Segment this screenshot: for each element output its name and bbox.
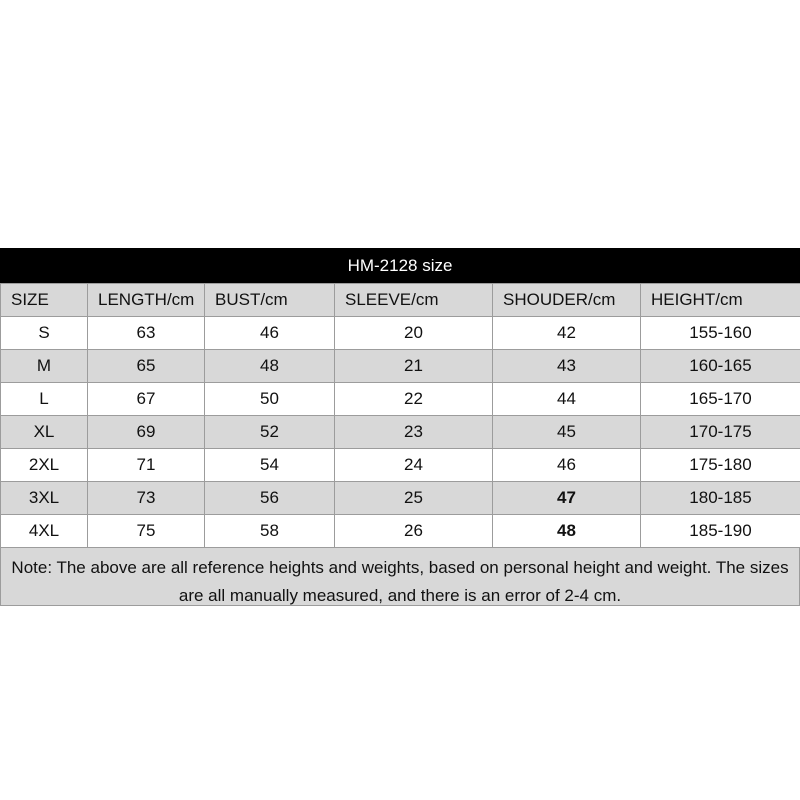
length-cell: 63 bbox=[88, 317, 205, 350]
size-cell: M bbox=[1, 350, 88, 383]
size-chart bbox=[0, 248, 800, 606]
height-cell: 175-180 bbox=[641, 449, 800, 482]
bust-cell: 54 bbox=[205, 449, 335, 482]
length-cell: 71 bbox=[88, 449, 205, 482]
sleeve-cell: 21 bbox=[335, 350, 493, 383]
sleeve-cell: 24 bbox=[335, 449, 493, 482]
shoulder-cell: 47 bbox=[493, 482, 641, 515]
header-row bbox=[1, 284, 800, 317]
sleeve-cell: 22 bbox=[335, 383, 493, 416]
size-cell: S bbox=[1, 317, 88, 350]
table-row bbox=[1, 383, 800, 416]
bust-cell: 46 bbox=[205, 317, 335, 350]
length-cell: 75 bbox=[88, 515, 205, 548]
header-height: HEIGHT/cm bbox=[641, 284, 800, 317]
table-row bbox=[1, 317, 800, 350]
height-cell: 160-165 bbox=[641, 350, 800, 383]
header-shoulder: SHOUDER/cm bbox=[493, 284, 641, 317]
bust-cell: 56 bbox=[205, 482, 335, 515]
shoulder-cell: 48 bbox=[493, 515, 641, 548]
table-row bbox=[1, 449, 800, 482]
height-cell: 165-170 bbox=[641, 383, 800, 416]
height-cell: 170-175 bbox=[641, 416, 800, 449]
size-cell: XL bbox=[1, 416, 88, 449]
height-cell: 180-185 bbox=[641, 482, 800, 515]
length-cell: 73 bbox=[88, 482, 205, 515]
header-length: LENGTH/cm bbox=[88, 284, 205, 317]
table-row bbox=[1, 482, 800, 515]
height-cell: 155-160 bbox=[641, 317, 800, 350]
sleeve-cell: 23 bbox=[335, 416, 493, 449]
header-size: SIZE bbox=[1, 284, 88, 317]
size-cell: 4XL bbox=[1, 515, 88, 548]
size-table bbox=[0, 283, 800, 548]
bust-cell: 48 bbox=[205, 350, 335, 383]
bust-cell: 50 bbox=[205, 383, 335, 416]
table-row bbox=[1, 515, 800, 548]
shoulder-cell: 44 bbox=[493, 383, 641, 416]
table-row bbox=[1, 350, 800, 383]
header-sleeve: SLEEVE/cm bbox=[335, 284, 493, 317]
sleeve-cell: 26 bbox=[335, 515, 493, 548]
length-cell: 65 bbox=[88, 350, 205, 383]
sleeve-cell: 20 bbox=[335, 317, 493, 350]
header-bust: BUST/cm bbox=[205, 284, 335, 317]
size-cell: 2XL bbox=[1, 449, 88, 482]
note-text: Note: The above are all reference heights and weights, based on personal height and weight. The sizes are all manually measured, and there is an error of 2-4 cm. bbox=[0, 548, 800, 606]
size-cell: 3XL bbox=[1, 482, 88, 515]
shoulder-cell: 43 bbox=[493, 350, 641, 383]
height-cell: 185-190 bbox=[641, 515, 800, 548]
table-row bbox=[1, 416, 800, 449]
length-cell: 67 bbox=[88, 383, 205, 416]
shoulder-cell: 46 bbox=[493, 449, 641, 482]
shoulder-cell: 42 bbox=[493, 317, 641, 350]
bust-cell: 58 bbox=[205, 515, 335, 548]
table-title: HM-2128 size bbox=[0, 248, 800, 283]
length-cell: 69 bbox=[88, 416, 205, 449]
sleeve-cell: 25 bbox=[335, 482, 493, 515]
size-cell: L bbox=[1, 383, 88, 416]
shoulder-cell: 45 bbox=[493, 416, 641, 449]
bust-cell: 52 bbox=[205, 416, 335, 449]
